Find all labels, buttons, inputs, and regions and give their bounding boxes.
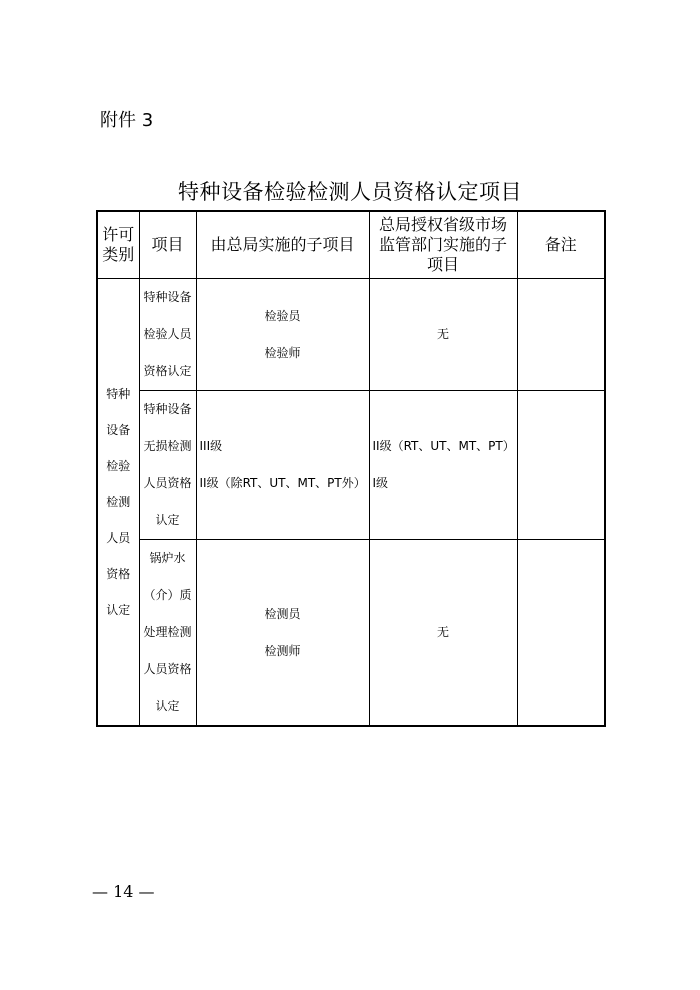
item-cell: 锅炉水 （介）质 处理检测 人员资格 认定 — [139, 540, 196, 727]
central-cell: 检验员 检验师 — [196, 279, 369, 391]
provincial-cell: 无 — [369, 279, 517, 391]
page-number: — 14 — — [92, 882, 155, 901]
header-provincial: 总局授权省级市场 监管部门实施的子 项目 — [369, 211, 517, 279]
category-cell: 特种 设备 检验 检测 人员 资格 认定 — [97, 279, 139, 727]
certification-table — [96, 210, 606, 727]
table-row — [97, 391, 605, 540]
provincial-cell: II级（RT、UT、MT、PT） I级 — [369, 391, 517, 540]
central-cell: III级 II级（除RT、UT、MT、PT外） — [196, 391, 369, 540]
header-category: 许可 类别 — [97, 211, 139, 279]
central-cell: 检测员 检测师 — [196, 540, 369, 727]
header-item: 项目 — [139, 211, 196, 279]
table-row — [97, 540, 605, 727]
header-central: 由总局实施的子项目 — [196, 211, 369, 279]
attachment-label: 附件 3 — [100, 110, 154, 131]
table-row — [97, 279, 605, 391]
header-row — [97, 211, 605, 279]
document-title: 特种设备检验检测人员资格认定项目 — [178, 180, 522, 204]
item-cell: 特种设备 无损检测 人员资格 认定 — [139, 391, 196, 540]
item-cell: 特种设备 检验人员 资格认定 — [139, 279, 196, 391]
provincial-cell: 无 — [369, 540, 517, 727]
remarks-cell — [517, 391, 605, 540]
remarks-cell — [517, 279, 605, 391]
remarks-cell — [517, 540, 605, 727]
header-remarks: 备注 — [517, 211, 605, 279]
